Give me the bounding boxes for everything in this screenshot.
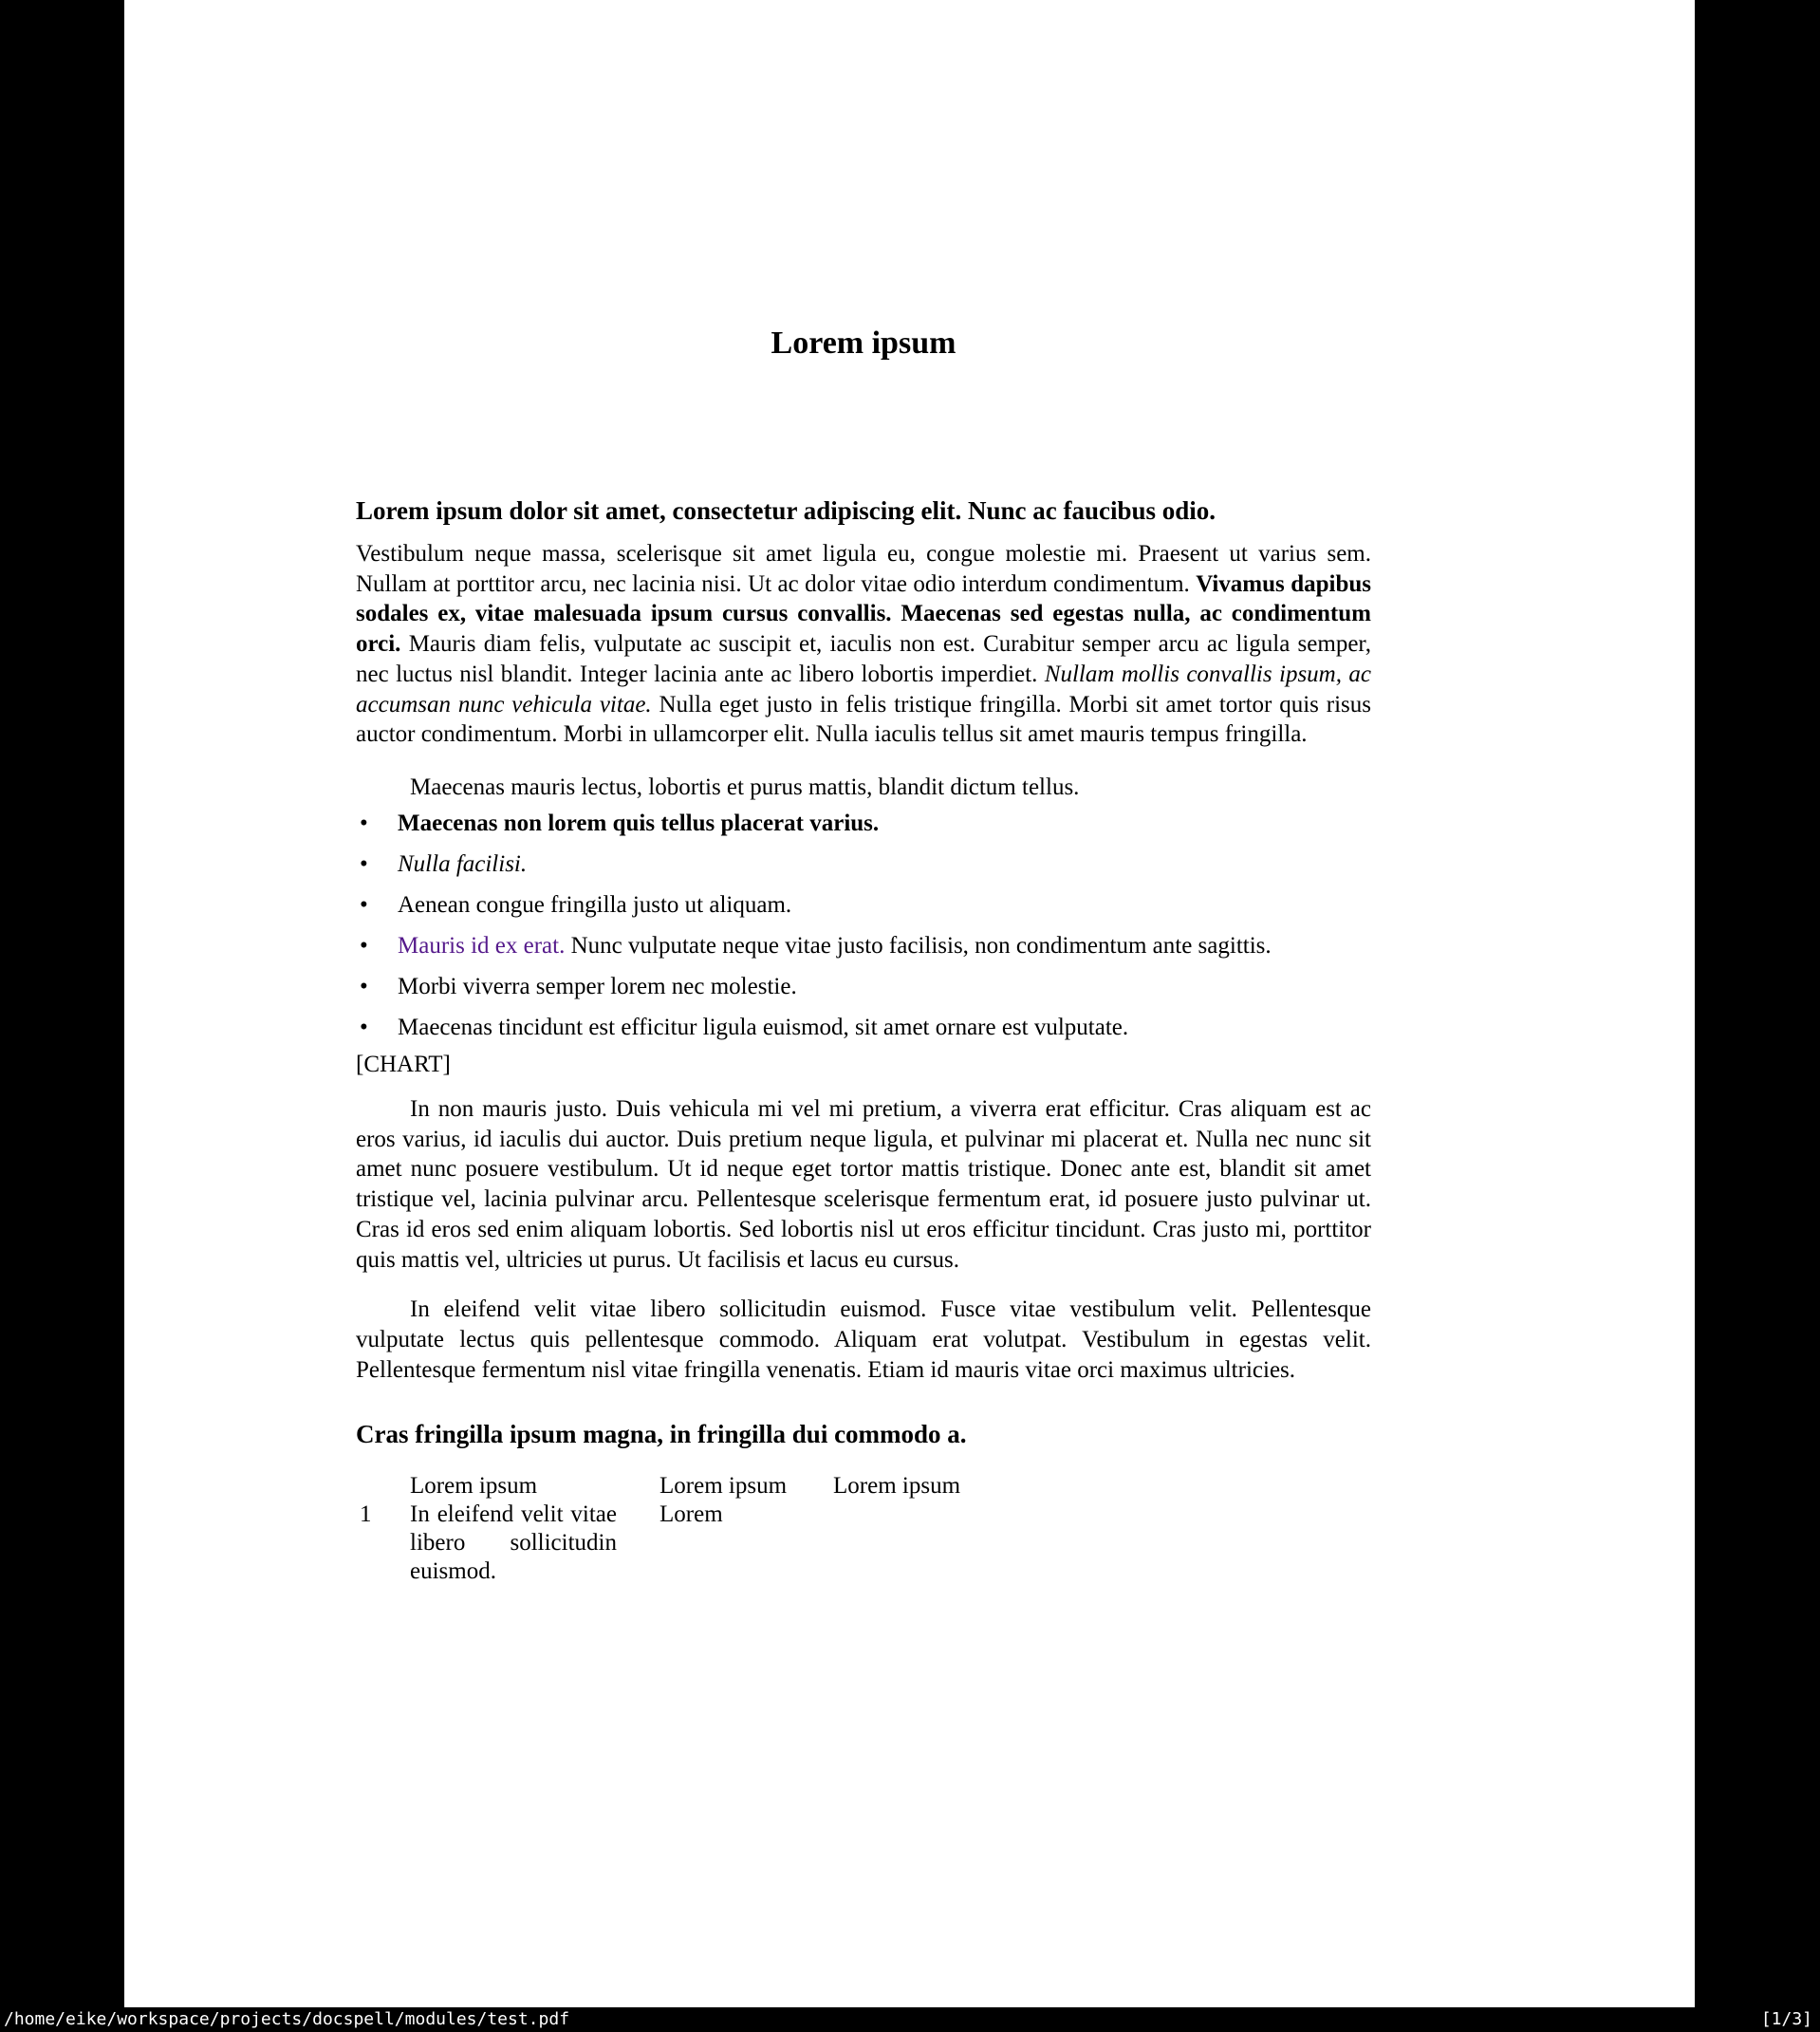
table-cell-3 (833, 1501, 1371, 1586)
table-row (356, 1501, 1371, 1586)
table-cell-1: In eleifend velit vitae libero sollicitudin euismod. (410, 1501, 617, 1585)
paragraph-1 (356, 539, 1371, 750)
document-title: Lorem ipsum (771, 326, 956, 361)
table-header-row (356, 1472, 1371, 1501)
bullet-item-4 (356, 931, 1371, 961)
table-header-cell-2: Lorem ipsum (659, 1473, 788, 1500)
bullet-item-5-text: Morbi viverra semper lorem nec molestie. (398, 973, 797, 999)
document-page[interactable] (124, 0, 1695, 2007)
table-header-num-cell (356, 1472, 410, 1501)
data-table (356, 1472, 1371, 1586)
bullet-item-1-text: Maecenas non lorem quis tellus placerat varius. (398, 810, 880, 836)
bullet-item-6 (356, 1013, 1371, 1043)
paragraph-3: In non mauris justo. Duis vehicula mi vel mi pretium, a viverra erat efficitur. Cras aliquam est ac eros varius, id iaculis dui auctor. Duis pretium neque ligula, et pulvinar mi placerat et. Nulla nec nunc sit amet nunc posuere vestibulum. Ut id neque eget tortor mattis tristique. Donec ante est, blandit sit amet tristique vel, lacinia pulvinar arcu. Pellentesque scelerisque fermentum erat, id posuere justo pulvinar ut. Cras id eros sed enim aliquam lobortis. Sed lobortis nisl ut eros efficitur tincidunt. Cras justo mi, porttitor quis mattis vel, ultricies ut purus. Ut facilisis et lacus eu cursus. (356, 1096, 1371, 1273)
section-heading-2: Cras fringilla ipsum magna, in fringilla dui commodo a. (356, 1420, 967, 1449)
bullet-item-3 (356, 890, 1371, 921)
table-cell-2: Lorem (659, 1501, 723, 1528)
paragraph-2: Maecenas mauris lectus, lobortis et purus mattis, blandit dictum tellus. (410, 774, 1080, 800)
paragraph-1-run-normal: Mauris diam felis, vulputate ac suscipit et, iaculis non est. Curabitur semper arcu ac ligula semper, nec luctus nisl blandit. Integer lacinia ante ac libero lobortis imperdiet. (356, 631, 1371, 687)
paragraph-1-run-italic: Nullam mollis convallis ipsum, ac accumsan nunc vehicula vitae. (356, 661, 1371, 718)
table-header-cell-3: Lorem ipsum (833, 1473, 961, 1500)
bullet-list (356, 809, 1371, 1043)
bullet-item-2 (356, 849, 1371, 880)
statusbar-file-path: /home/eike/workspace/projects/docspell/modules/test.pdf (4, 2009, 570, 2029)
statusbar-page-indicator: [1/3] (1760, 2009, 1812, 2029)
chart-placeholder: [CHART] (356, 1052, 451, 1078)
table-cell-num: 1 (360, 1501, 372, 1528)
paragraph-1-run-normal: Nulla eget justo in felis tristique fringilla. Morbi sit amet tortor quis risus auctor condimentum. Morbi in ullamcorper elit. Nulla iaculis tellus sit amet mauris tempus fringilla. (356, 691, 1371, 748)
paragraph-1-run-bold: Vivamus dapibus sodales ex, vitae malesuada ipsum cursus convallis. Maecenas sed egestas nulla, ac condimentum orci. (356, 570, 1371, 658)
section-heading-1: Lorem ipsum dolor sit amet, consectetur adipiscing elit. Nunc ac faucibus odio. (356, 496, 1216, 525)
bullet-item-4-text: Nunc vulputate neque vitae justo facilisis, non condimentum ante sagittis. (565, 932, 1272, 959)
table-header-cell-1: Lorem ipsum (410, 1473, 538, 1500)
paragraph-4: In eleifend velit vitae libero sollicitudin euismod. Fusce vitae vestibulum velit. Pellentesque vulputate lectus quis pellentesque commodo. Aliquam erat volutpat. Vestibulum in egestas velit. Pellentesque fermentum nisl vitae fringilla venenatis. Etiam id mauris vitae orci maximus ultricies. (356, 1296, 1371, 1383)
paragraph-1-run-normal: Vestibulum neque massa, scelerisque sit amet ligula eu, congue molestie mi. Praesent ut varius sem. Nullam at porttitor arcu, nec lacinia nisi. Ut ac dolor vitae odio interdum condimentum. (356, 541, 1371, 597)
bullet-item-6-text: Maecenas tincidunt est efficitur ligula euismod, sit amet ornare est vulputate. (398, 1014, 1129, 1040)
bullet-item-3-text: Aenean congue fringilla justo ut aliquam. (398, 891, 792, 918)
bullet-item-1 (356, 809, 1371, 839)
document-content (356, 0, 1371, 1586)
pdf-hyperlink[interactable]: Mauris id ex erat. (398, 932, 566, 959)
bullet-item-2-text: Nulla facilisi. (398, 850, 528, 877)
bullet-item-5 (356, 972, 1371, 1002)
statusbar (0, 2007, 1820, 2032)
